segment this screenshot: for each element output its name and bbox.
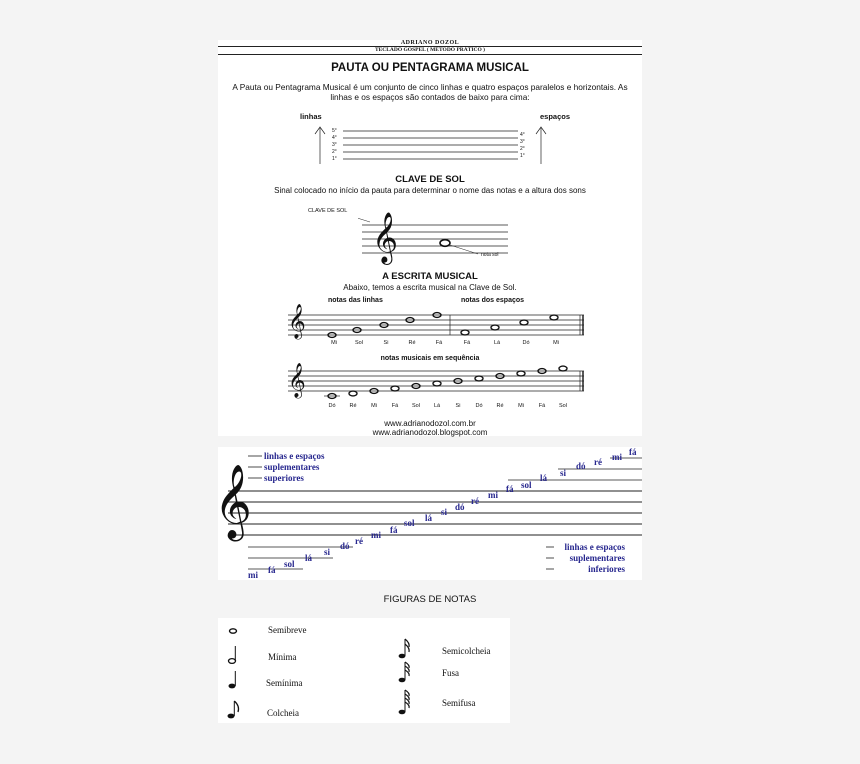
note-name: dó	[576, 461, 586, 471]
space-number-3: 3°	[520, 139, 525, 145]
note-figures-left	[218, 618, 418, 723]
note-name: lá	[305, 553, 313, 563]
fusa-icon	[399, 662, 410, 682]
label-lines: linhas	[300, 112, 322, 121]
book-subtitle: TECLADO GOSPEL ( MÉTODO PRÁTICO )	[374, 47, 486, 53]
note-name: ré	[594, 457, 602, 467]
note-figures-right	[394, 634, 424, 722]
lower-label-line3: inferiores	[588, 564, 625, 574]
sequence-note-name: Ré	[349, 403, 357, 409]
note-name: mi	[248, 570, 258, 580]
line-number-3: 3°	[332, 142, 337, 148]
sequence-note-name: Mi	[518, 403, 524, 409]
line-number-1: 1°	[332, 156, 337, 162]
line-number-2: 2°	[332, 149, 337, 155]
semibreve-icon	[230, 629, 237, 633]
note-name: ré	[471, 496, 479, 506]
figure-label-fusa: Fusa	[442, 668, 460, 678]
note-name: sol	[521, 480, 532, 490]
figure-label-semibreve: Semibreve	[268, 625, 307, 635]
clef-section-title: CLAVE DE SOL	[395, 174, 465, 185]
line-note-name: Sol	[355, 340, 363, 346]
figure-label-seminima: Semínima	[266, 678, 303, 688]
line-space-staff	[288, 308, 588, 340]
space-note-name: Mi	[553, 340, 559, 346]
sequence-note-name: Sol	[412, 403, 420, 409]
note-figures-panel	[218, 618, 510, 723]
note-name: sol	[404, 518, 415, 528]
space-number-4: 4°	[520, 132, 525, 138]
page-title: PAUTA OU PENTAGRAMA MUSICAL	[331, 62, 529, 74]
upper-label-line1: linhas e espaços	[264, 451, 325, 461]
figure-label-colcheia: Colcheia	[267, 708, 299, 718]
clef-label: CLAVE DE SOL	[308, 208, 348, 214]
website-link[interactable]: www.adrianodozol.com.br	[384, 419, 476, 428]
note-name: lá	[540, 473, 548, 483]
note-name: dó	[340, 541, 350, 551]
space-note-name: Lá	[493, 340, 501, 346]
sequence-note-name: Lá	[433, 403, 441, 409]
note-name: fá	[506, 484, 514, 494]
sequence-note-name: Mi	[371, 403, 377, 409]
writing-description: Abaixo, temos a escrita musical na Clave de Sol.	[343, 283, 517, 292]
line-note-name: Mi	[331, 340, 337, 346]
space-note-name: Dó	[522, 340, 530, 346]
colcheia-icon	[228, 701, 239, 718]
space-notes-title: notas dos espaços	[461, 297, 525, 304]
semifusa-icon	[399, 690, 410, 714]
upper-label-line3: superiores	[264, 473, 304, 483]
note-name: lá	[425, 513, 433, 523]
sequence-note-name: Fá	[538, 403, 546, 409]
minima-icon	[229, 646, 236, 663]
figure-label-semicolcheia: Semicolcheia	[442, 646, 491, 656]
lower-label-line1: linhas e espaços	[564, 542, 625, 552]
sequence-note-name: Si	[455, 403, 461, 409]
line-note-name: Fá	[435, 340, 443, 346]
note-name: fá	[629, 447, 637, 457]
writing-section-title: A ESCRITA MUSICAL	[382, 271, 478, 282]
upper-label-line2: suplementares	[264, 462, 320, 472]
numbered-staff-diagram	[298, 122, 568, 164]
treble-clef-icon-2: 𝄞	[288, 304, 306, 339]
note-name: mi	[612, 452, 622, 462]
sequence-note-name: Dó	[475, 403, 483, 409]
note-name: fá	[390, 525, 398, 535]
figure-label-semifusa: Semifusa	[442, 698, 476, 708]
line-note-name: Si	[383, 340, 389, 346]
sequence-note-name: Sol	[559, 403, 567, 409]
sequence-note-name: Ré	[496, 403, 504, 409]
clef-description: Sinal colocado no início da pauta para determinar o nome das notas e a altura dos sons	[274, 186, 586, 195]
line-notes-title: notas das linhas	[328, 297, 383, 304]
author-name: ADRIANO DOZOL	[400, 40, 460, 46]
sequence-title: notas musicais em sequência	[380, 355, 480, 362]
note-name: dó	[455, 502, 465, 512]
note-name: fá	[268, 565, 276, 575]
semicolcheia-icon	[399, 639, 410, 658]
blog-link[interactable]: www.adrianodozol.blogspot.com	[372, 428, 488, 437]
sequence-note-name: Fá	[391, 403, 399, 409]
line-number-5: 5°	[332, 128, 337, 134]
treble-clef-icon-3: 𝄞	[288, 363, 306, 398]
line-note-name: Ré	[408, 340, 416, 346]
label-spaces: espaços	[540, 112, 571, 121]
supplementary-lines-diagram	[214, 447, 642, 580]
intro-text: A Pauta ou Pentagrama Musical é um conjunto de cinco linhas e quatro espaços paralelos e horizontais. As linhas e os espaços são contados de baixo para cima:	[232, 82, 628, 102]
note-name: sol	[284, 559, 295, 569]
seminima-icon	[229, 671, 236, 688]
figure-label-minima: Mínima	[268, 652, 297, 662]
note-name: si	[560, 468, 567, 478]
space-number-1: 1°	[520, 153, 525, 159]
note-name: mi	[488, 490, 498, 500]
sequence-note-name: Dó	[328, 403, 336, 409]
note-sol-label: nota sol	[481, 252, 499, 258]
line-number-4: 4°	[332, 135, 337, 141]
space-note-name: Fá	[463, 340, 471, 346]
treble-clef-icon-4: 𝄞	[214, 465, 252, 539]
treble-clef-icon: 𝄞	[372, 212, 399, 263]
note-name: si	[324, 547, 331, 557]
sequence-staff	[288, 364, 588, 402]
figures-caption: FIGURAS DE NOTAS	[383, 594, 477, 605]
space-number-2: 2°	[520, 146, 525, 152]
method-sheet	[218, 40, 642, 436]
header-rule-2	[218, 54, 642, 55]
note-name: mi	[371, 530, 381, 540]
note-name: ré	[355, 536, 363, 546]
note-name: si	[441, 507, 448, 517]
lower-label-line2: suplementares	[569, 553, 625, 563]
